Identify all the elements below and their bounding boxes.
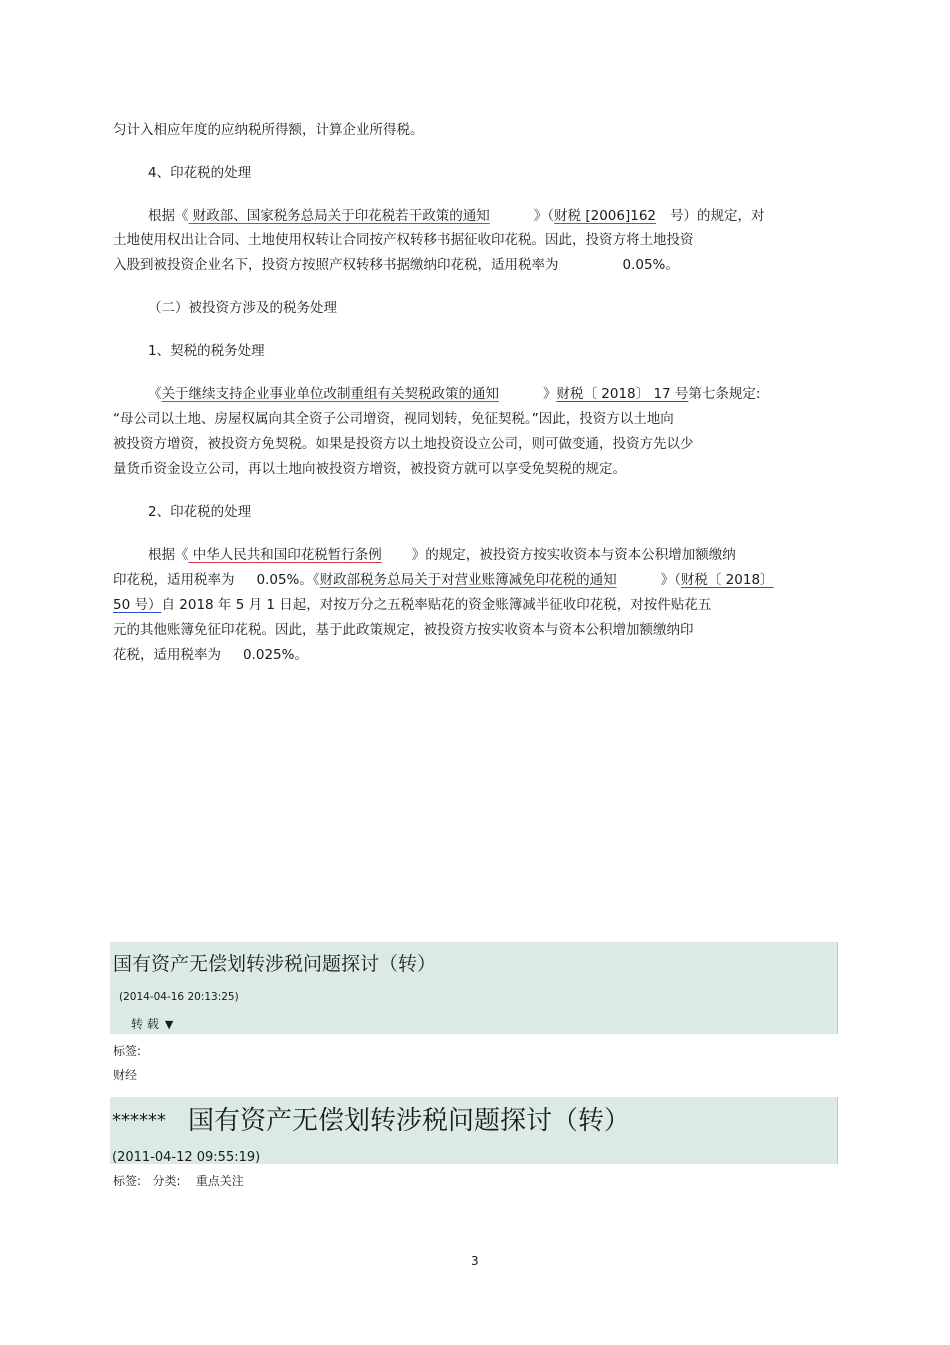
regulation-link[interactable]: 中华人民共和国印花税暂行条例 <box>188 547 382 563</box>
blog-post-header <box>110 1097 838 1164</box>
paragraph-line: 50 号）自 2018 年 5 月 1 日起，对按万分之五税率贴花的资金账簿减半征收印花税，对按件贴花五 <box>113 597 712 613</box>
repost-label: 转 载 <box>131 1017 159 1031</box>
paragraph-line: 入股到被投资企业名下，投资方按照产权转移书据缴纳印花税，适用税率为 0.05%。 <box>113 257 679 273</box>
post-date: (2014-04-16 20:13:25) <box>119 991 239 1003</box>
paragraph-line: 印花税，适用税率为 0.05%。《财政部税务总局关于对营业账簿减免印花税的通知 》（财税〔 2018〕 <box>113 572 774 588</box>
post-title[interactable]: 国有资产无偿划转涉税问题探讨（转） <box>113 953 437 975</box>
paragraph-line: 土地使用权出让合同、土地使用权转让合同按产权转移书据征收印花税。因此，投资方将土地投资 <box>113 232 694 248</box>
post-date: (2011-04-12 09:55:19) <box>112 1150 261 1165</box>
section-heading: 1、契税的税务处理 <box>148 343 265 359</box>
paragraph-line: 根据《 中华人民共和国印花税暂行条例 》的规定，被投资方按实收资本与资本公积增加额缴纳 <box>148 547 736 563</box>
paragraph-line: 根据《 财政部、国家税务总局关于印花税若干政策的通知 》（财税 [2006]162 号）的规定，对 <box>148 208 765 224</box>
repost-button[interactable] <box>131 1015 173 1032</box>
policy-link[interactable]: 财政部、国家税务总局关于印花税若干政策的通知 <box>188 208 490 224</box>
text-line: 匀计入相应年度的应纳税所得额，计算企业所得税。 <box>113 122 424 138</box>
policy-number-link[interactable]: 50 号） <box>113 597 162 613</box>
policy-number-link[interactable]: 财税 [2006]162 <box>554 208 656 224</box>
paragraph-line: 《关于继续支持企业事业单位改制重组有关契税政策的通知 》财税〔 2018〕 17 号第七条规定: <box>148 386 761 402</box>
policy-link[interactable]: 关于继续支持企业事业单位改制重组有关契税政策的通知 <box>161 386 499 402</box>
policy-number-link[interactable]: 财税〔 2018〕 <box>680 572 774 588</box>
tag-label: 标签: <box>113 1044 142 1058</box>
section-heading: 2、印花税的处理 <box>148 504 252 520</box>
policy-number-link[interactable]: 财税〔 2018〕 17 号 <box>556 386 689 402</box>
paragraph-line: 被投资方增资，被投资方免契税。如果是投资方以土地投资设立公司，则可做变通，投资方先以少 <box>113 436 694 452</box>
section-heading: 4、印花税的处理 <box>148 165 252 181</box>
policy-link[interactable]: 财政部税务总局关于对营业账簿减免印花税的通知 <box>319 572 617 588</box>
dropdown-arrow-icon: ▼ <box>164 1018 174 1031</box>
title-stars: ****** <box>112 1110 166 1131</box>
paragraph-line: 花税，适用税率为 0.025%。 <box>113 647 308 663</box>
paragraph-line: “母公司以土地、房屋权属向其全资子公司增资，视同划转，免征契税。”因此，投资方以土地向 <box>113 411 674 427</box>
section-heading: （二）被投资方涉及的税务处理 <box>148 300 337 316</box>
page-number: 3 <box>471 1254 479 1268</box>
paragraph-line: 量货币资金设立公司，再以土地向被投资方增资，被投资方就可以享受免契税的规定。 <box>113 461 626 477</box>
post-meta: 标签: 分类: 重点关注 <box>113 1174 244 1188</box>
post-title[interactable]: ****** 国有资产无偿划转涉税问题探讨（转） <box>112 1106 631 1136</box>
paragraph-line: 元的其他账簿免征印花税。因此，基于此政策规定，被投资方按实收资本与资本公积增加额缴纳印 <box>113 622 694 638</box>
blog-post-header <box>110 942 838 1034</box>
tag-value[interactable]: 财经 <box>113 1068 138 1082</box>
